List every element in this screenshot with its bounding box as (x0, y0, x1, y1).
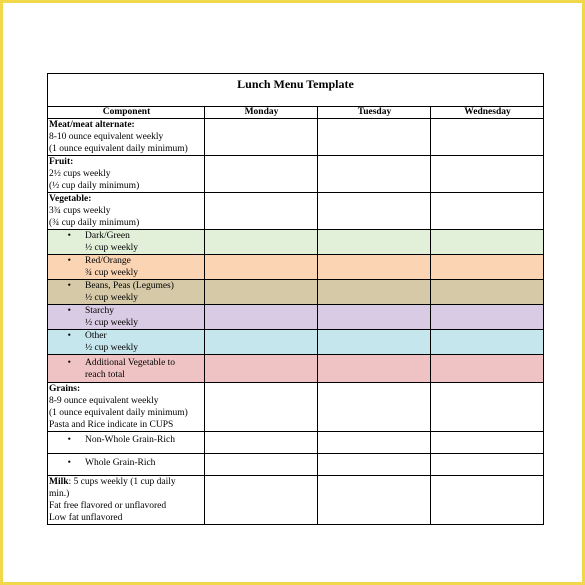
bullet-icon: • (67, 458, 71, 468)
component-cell (48, 330, 205, 355)
cell-tuesday[interactable] (318, 476, 431, 525)
row-grains (48, 383, 544, 432)
component-line: Fat free flavored or unflavored (49, 501, 167, 511)
cell-monday[interactable] (205, 355, 318, 383)
cell-wednesday[interactable] (431, 330, 544, 355)
cell-wednesday[interactable] (431, 476, 544, 525)
cell-monday[interactable] (205, 156, 318, 193)
title-box (47, 73, 544, 106)
component-cell (48, 156, 205, 193)
component-cell (48, 432, 205, 454)
row-dark-green (48, 230, 544, 255)
component-line: 3¾ cups weekly (49, 206, 111, 216)
component-cell (48, 383, 205, 432)
component-line: ¾ cup weekly (85, 268, 139, 278)
menu-sheet (47, 73, 544, 525)
cell-monday[interactable] (205, 119, 318, 156)
component-cell (48, 355, 205, 383)
cell-monday[interactable] (205, 255, 318, 280)
cell-tuesday[interactable] (318, 156, 431, 193)
component-line: Low fat unflavored (49, 513, 123, 523)
component-line: : 5 cups weekly (1 cup daily (68, 477, 176, 487)
header-wednesday: Wednesday (431, 107, 544, 119)
component-heading: Vegetable: (49, 194, 92, 204)
component-line: (½ cup daily minimum) (49, 181, 140, 191)
component-line: reach total (85, 370, 125, 380)
component-line: (¾ cup daily minimum) (49, 218, 140, 228)
component-heading: Fruit: (49, 157, 74, 167)
row-additional (48, 355, 544, 383)
cell-tuesday[interactable] (318, 383, 431, 432)
row-meat (48, 119, 544, 156)
row-red-orange (48, 255, 544, 280)
component-line: Pasta and Rice indicate in CUPS (49, 420, 174, 430)
component-line: ½ cup weekly (85, 293, 139, 303)
bullet-icon: • (67, 306, 71, 316)
cell-monday[interactable] (205, 454, 318, 476)
cell-tuesday[interactable] (318, 355, 431, 383)
page-title: Lunch Menu Template (237, 77, 354, 91)
component-cell (48, 476, 205, 525)
component-line: (1 ounce equivalent daily minimum) (49, 144, 188, 154)
header-tuesday: Tuesday (318, 107, 431, 119)
bullet-icon: • (67, 358, 71, 368)
bullet-icon: • (67, 281, 71, 291)
cell-wednesday[interactable] (431, 355, 544, 383)
component-line: Beans, Peas (Legumes) (85, 281, 174, 291)
component-line: Non-Whole Grain-Rich (85, 435, 175, 445)
component-line: ½ cup weekly (85, 343, 139, 353)
cell-wednesday[interactable] (431, 193, 544, 230)
component-heading: Grains: (49, 384, 81, 394)
component-cell (48, 280, 205, 305)
row-non-whole-grain (48, 432, 544, 454)
cell-wednesday[interactable] (431, 280, 544, 305)
cell-tuesday[interactable] (318, 230, 431, 255)
cell-monday[interactable] (205, 476, 318, 525)
component-cell (48, 119, 205, 156)
cell-monday[interactable] (205, 305, 318, 330)
row-whole-grain (48, 454, 544, 476)
row-other (48, 330, 544, 355)
cell-monday[interactable] (205, 330, 318, 355)
component-cell (48, 305, 205, 330)
cell-wednesday[interactable] (431, 156, 544, 193)
header-component: Component (48, 107, 205, 119)
cell-tuesday[interactable] (318, 193, 431, 230)
row-fruit (48, 156, 544, 193)
cell-monday[interactable] (205, 280, 318, 305)
component-line: 2½ cups weekly (49, 169, 111, 179)
cell-tuesday[interactable] (318, 119, 431, 156)
component-cell (48, 454, 205, 476)
component-heading: Milk (49, 477, 69, 487)
component-line: (1 ounce equivalent daily minimum) (49, 408, 188, 418)
bullet-icon: • (67, 331, 71, 341)
component-line: min.) (49, 489, 70, 499)
component-line: Other (85, 331, 107, 341)
component-line: Dark/Green (85, 231, 130, 241)
component-cell (48, 193, 205, 230)
component-line: ½ cup weekly (85, 318, 139, 328)
component-line: Starchy (85, 306, 115, 316)
component-line: Additional Vegetable to (85, 358, 176, 368)
row-starchy (48, 305, 544, 330)
bullet-icon: • (67, 435, 71, 445)
cell-monday[interactable] (205, 383, 318, 432)
cell-wednesday[interactable] (431, 255, 544, 280)
bullet-icon: • (67, 256, 71, 266)
component-line: 8-9 ounce equivalent weekly (49, 396, 159, 406)
component-line: Red/Orange (85, 256, 131, 266)
component-line: Whole Grain-Rich (85, 458, 156, 468)
header-row (48, 107, 544, 119)
cell-tuesday[interactable] (318, 432, 431, 454)
cell-tuesday[interactable] (318, 305, 431, 330)
component-cell (48, 255, 205, 280)
cell-tuesday[interactable] (318, 454, 431, 476)
cell-tuesday[interactable] (318, 330, 431, 355)
component-heading: Meat/meat alternate: (49, 120, 135, 130)
cell-wednesday[interactable] (431, 383, 544, 432)
cell-tuesday[interactable] (318, 280, 431, 305)
cell-monday[interactable] (205, 230, 318, 255)
cell-monday[interactable] (205, 193, 318, 230)
cell-wednesday[interactable] (431, 305, 544, 330)
row-milk (48, 476, 544, 525)
row-vegetable (48, 193, 544, 230)
cell-tuesday[interactable] (318, 255, 431, 280)
cell-monday[interactable] (205, 432, 318, 454)
cell-wednesday[interactable] (431, 119, 544, 156)
bullet-icon: • (67, 231, 71, 241)
menu-table (47, 106, 544, 525)
cell-wednesday[interactable] (431, 454, 544, 476)
component-line: 8-10 ounce equivalent weekly (49, 132, 164, 142)
component-cell (48, 230, 205, 255)
cell-wednesday[interactable] (431, 432, 544, 454)
component-line: ½ cup weekly (85, 243, 139, 253)
row-beans (48, 280, 544, 305)
header-monday: Monday (205, 107, 318, 119)
cell-wednesday[interactable] (431, 230, 544, 255)
